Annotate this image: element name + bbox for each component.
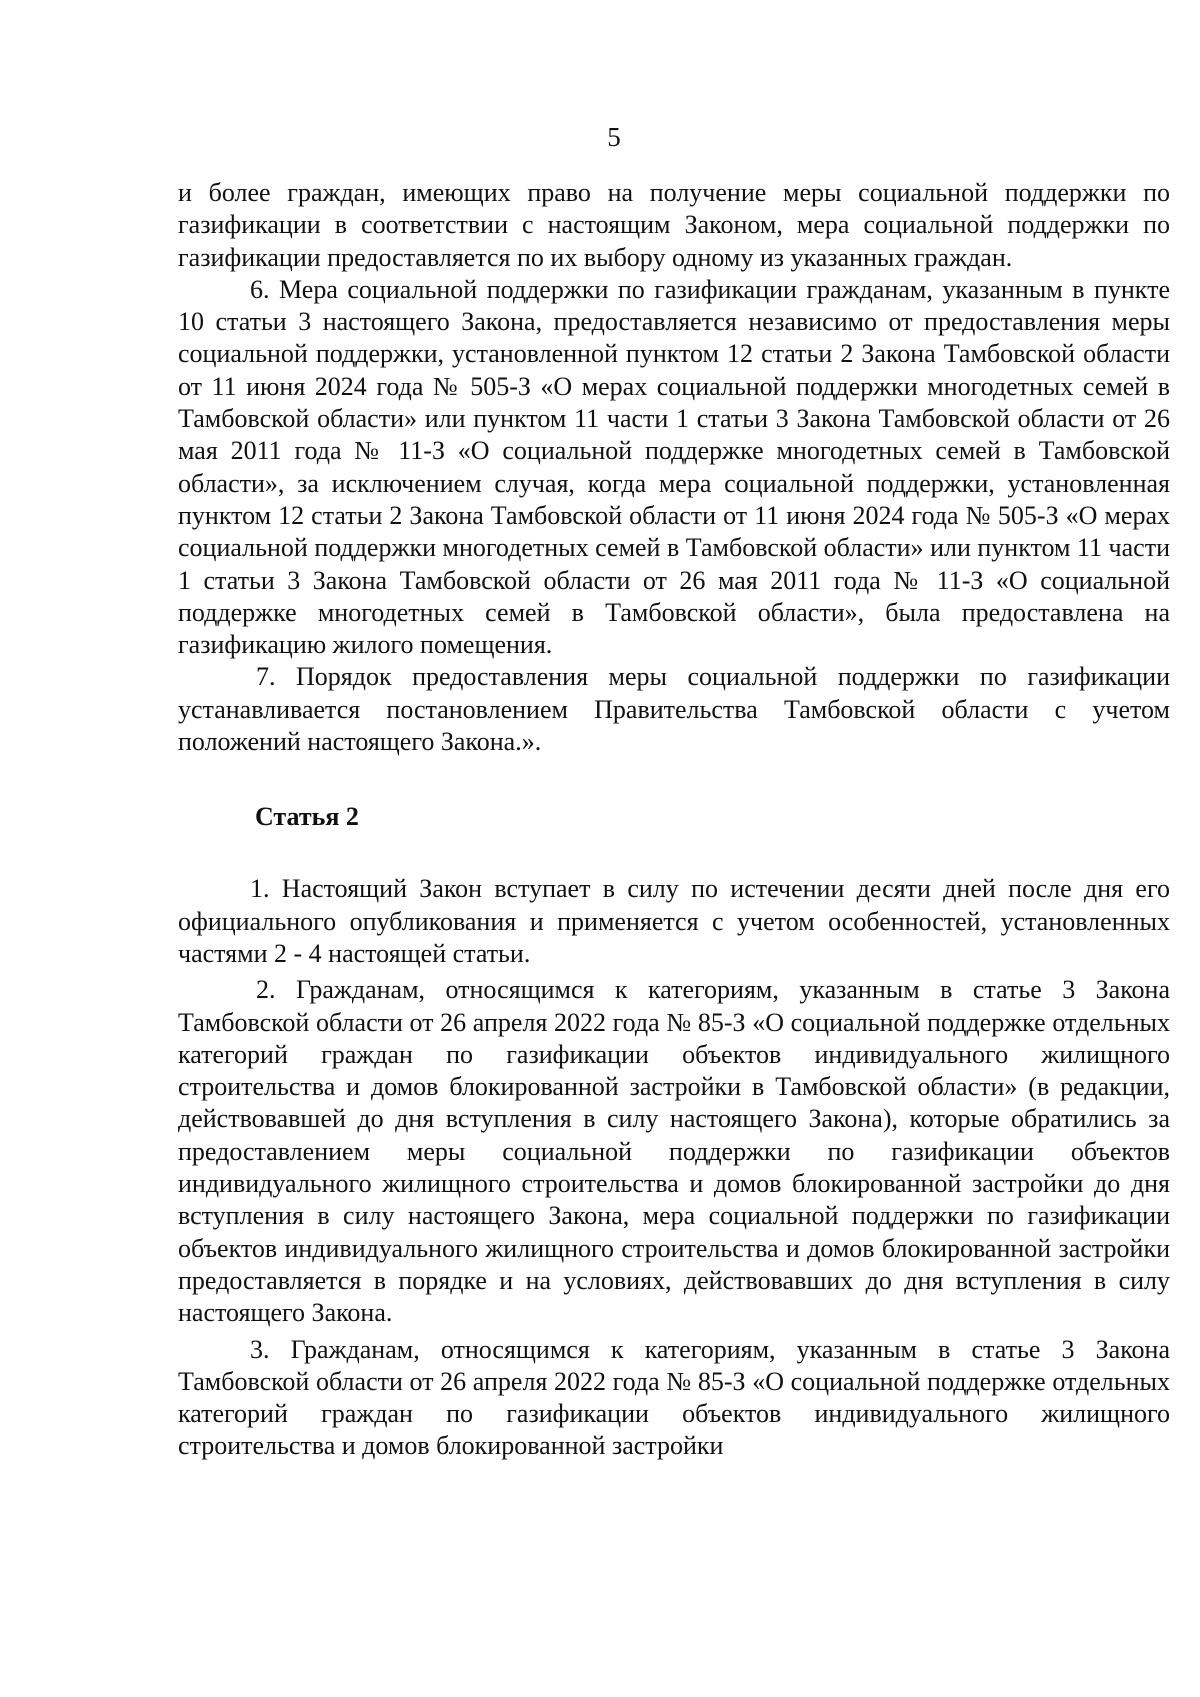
article2-paragraph-1: 1. Настоящий Закон вступает в силу по истечении десяти дней после дня его официального опубликования и применяется с учетом особенностей, установленных частями 2 - 4 настоящей статьи. bbox=[178, 874, 1170, 968]
paragraph-continuation: и более граждан, имеющих право на получение меры социальной поддержки по газификации в соответствии с настоящим Законом, мера социальной поддержки по газификации предоставляется по их выбору одному из указанных граждан. bbox=[178, 178, 1170, 272]
paragraph-6: 6. Мера социальной поддержки по газификации гражданам, указанным в пункте 10 статьи 3 настоящего Закона, предоставляется независимо от предоставления меры социальной поддержки, установленной пунктом 12 статьи 2 Закона Тамбовской области от 11 июня 2024 года № 505-З «О мерах социальной поддержки многодетных семей в Тамбовской области» или пунктом 11 части 1 статьи 3 Закона Тамбовской области от 26 мая 2011 года № 11-З «О социальной поддержке многодетных семей в Тамбовской области», за исключением случая, когда мера социальной поддержки, установленная пунктом 12 статьи 2 Закона Тамбовской области от 11 июня 2024 года № 505-З «О мерах социальной поддержки многодетных семей в Тамбовской области» или пунктом 11 части 1 статьи 3 Закона Тамбовской области от 26 мая 2011 года № 11-З «О социальной поддержке многодетных семей в Тамбовской области», была предоставлена на газификацию жилого помещения. bbox=[178, 274, 1170, 660]
article-heading: Статья 2 bbox=[255, 802, 359, 832]
paragraph-7: 7. Порядок предоставления меры социальной поддержки по газификации устанавливается постановлением Правительства Тамбовской области с учетом положений настоящего Закона.». bbox=[178, 662, 1170, 757]
article2-paragraph-2: 2. Гражданам, относящимся к категориям, указанным в статье 3 Закона Тамбовской области от 26 апреля 2022 года № 85-З «О социальной поддержке отдельных категорий граждан по газификации объектов индивидуального жилищного строительства и домов блокированной застройки в Тамбовской области» (в редакции, действовавшей до дня вступления в силу настоящего Закона), которые обратились за предоставлением меры социальной поддержки по газификации объектов индивидуального жилищного строительства и домов блокированной застройки до дня вступления в силу настоящего Закона, мера социальной поддержки по газификации объектов индивидуального жилищного строительства и домов блокированной застройки предоставляется в порядке и на условиях, действовавших до дня вступления в силу настоящего Закона. bbox=[178, 975, 1170, 1328]
page-number: 5 bbox=[607, 122, 621, 152]
document-body bbox=[178, 177, 1170, 1463]
article2-paragraph-3: 3. Гражданам, относящимся к категориям, указанным в статье 3 Закона Тамбовской области от 26 апреля 2022 года № 85-З «О социальной поддержке отдельных категорий граждан по газификации объектов индивидуального жилищного строительства и домов блокированной застройки bbox=[178, 1334, 1170, 1461]
